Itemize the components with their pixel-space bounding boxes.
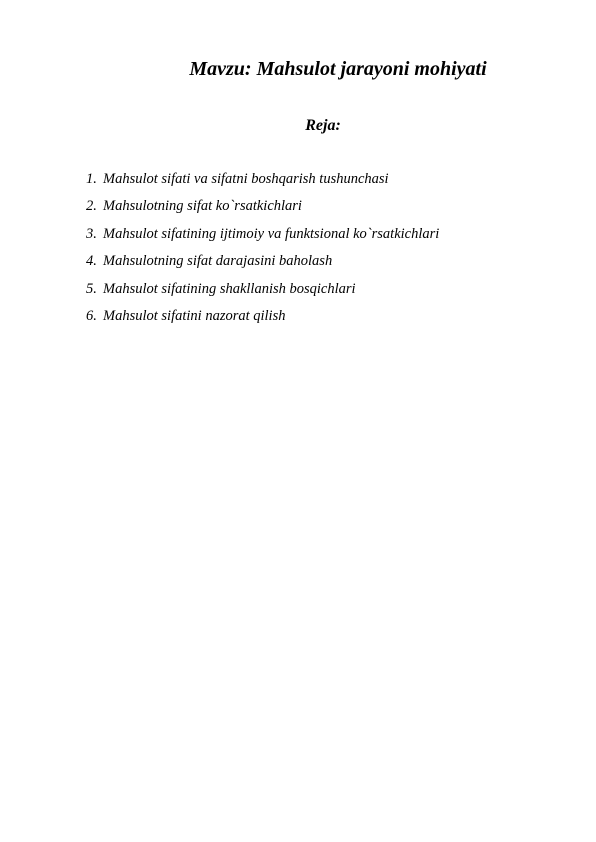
plan-heading: Reja: xyxy=(305,117,341,134)
list-item xyxy=(86,169,439,196)
list-item-number: 3. xyxy=(86,225,97,242)
list-item xyxy=(86,279,439,306)
list-item xyxy=(86,224,439,251)
list-item-number: 6. xyxy=(86,307,97,324)
list-item xyxy=(86,196,439,223)
list-item-number: 4. xyxy=(86,253,97,270)
list-item xyxy=(86,251,439,278)
document-title: Mavzu: Mahsulot jarayoni mohiyati xyxy=(189,58,487,80)
list-item-number: 5. xyxy=(86,280,97,297)
list-item-number: 2. xyxy=(86,198,97,215)
list-item-text: Mahsulotning sifat darajasini baholash xyxy=(103,253,333,270)
plan-list xyxy=(86,169,439,333)
list-item-text: Mahsulot sifatining shakllanish bosqichlari xyxy=(103,280,356,297)
list-item xyxy=(86,306,439,333)
list-item-text: Mahsulot sifatining ijtimoiy va funktsional ko`rsatkichlari xyxy=(103,225,440,242)
list-item-text: Mahsulotning sifat ko`rsatkichlari xyxy=(103,198,302,215)
list-item-text: Mahsulot sifati va sifatni boshqarish tushunchasi xyxy=(103,171,389,187)
list-item-text: Mahsulot sifatini nazorat qilish xyxy=(103,307,286,324)
list-item-number: 1. xyxy=(86,171,97,187)
